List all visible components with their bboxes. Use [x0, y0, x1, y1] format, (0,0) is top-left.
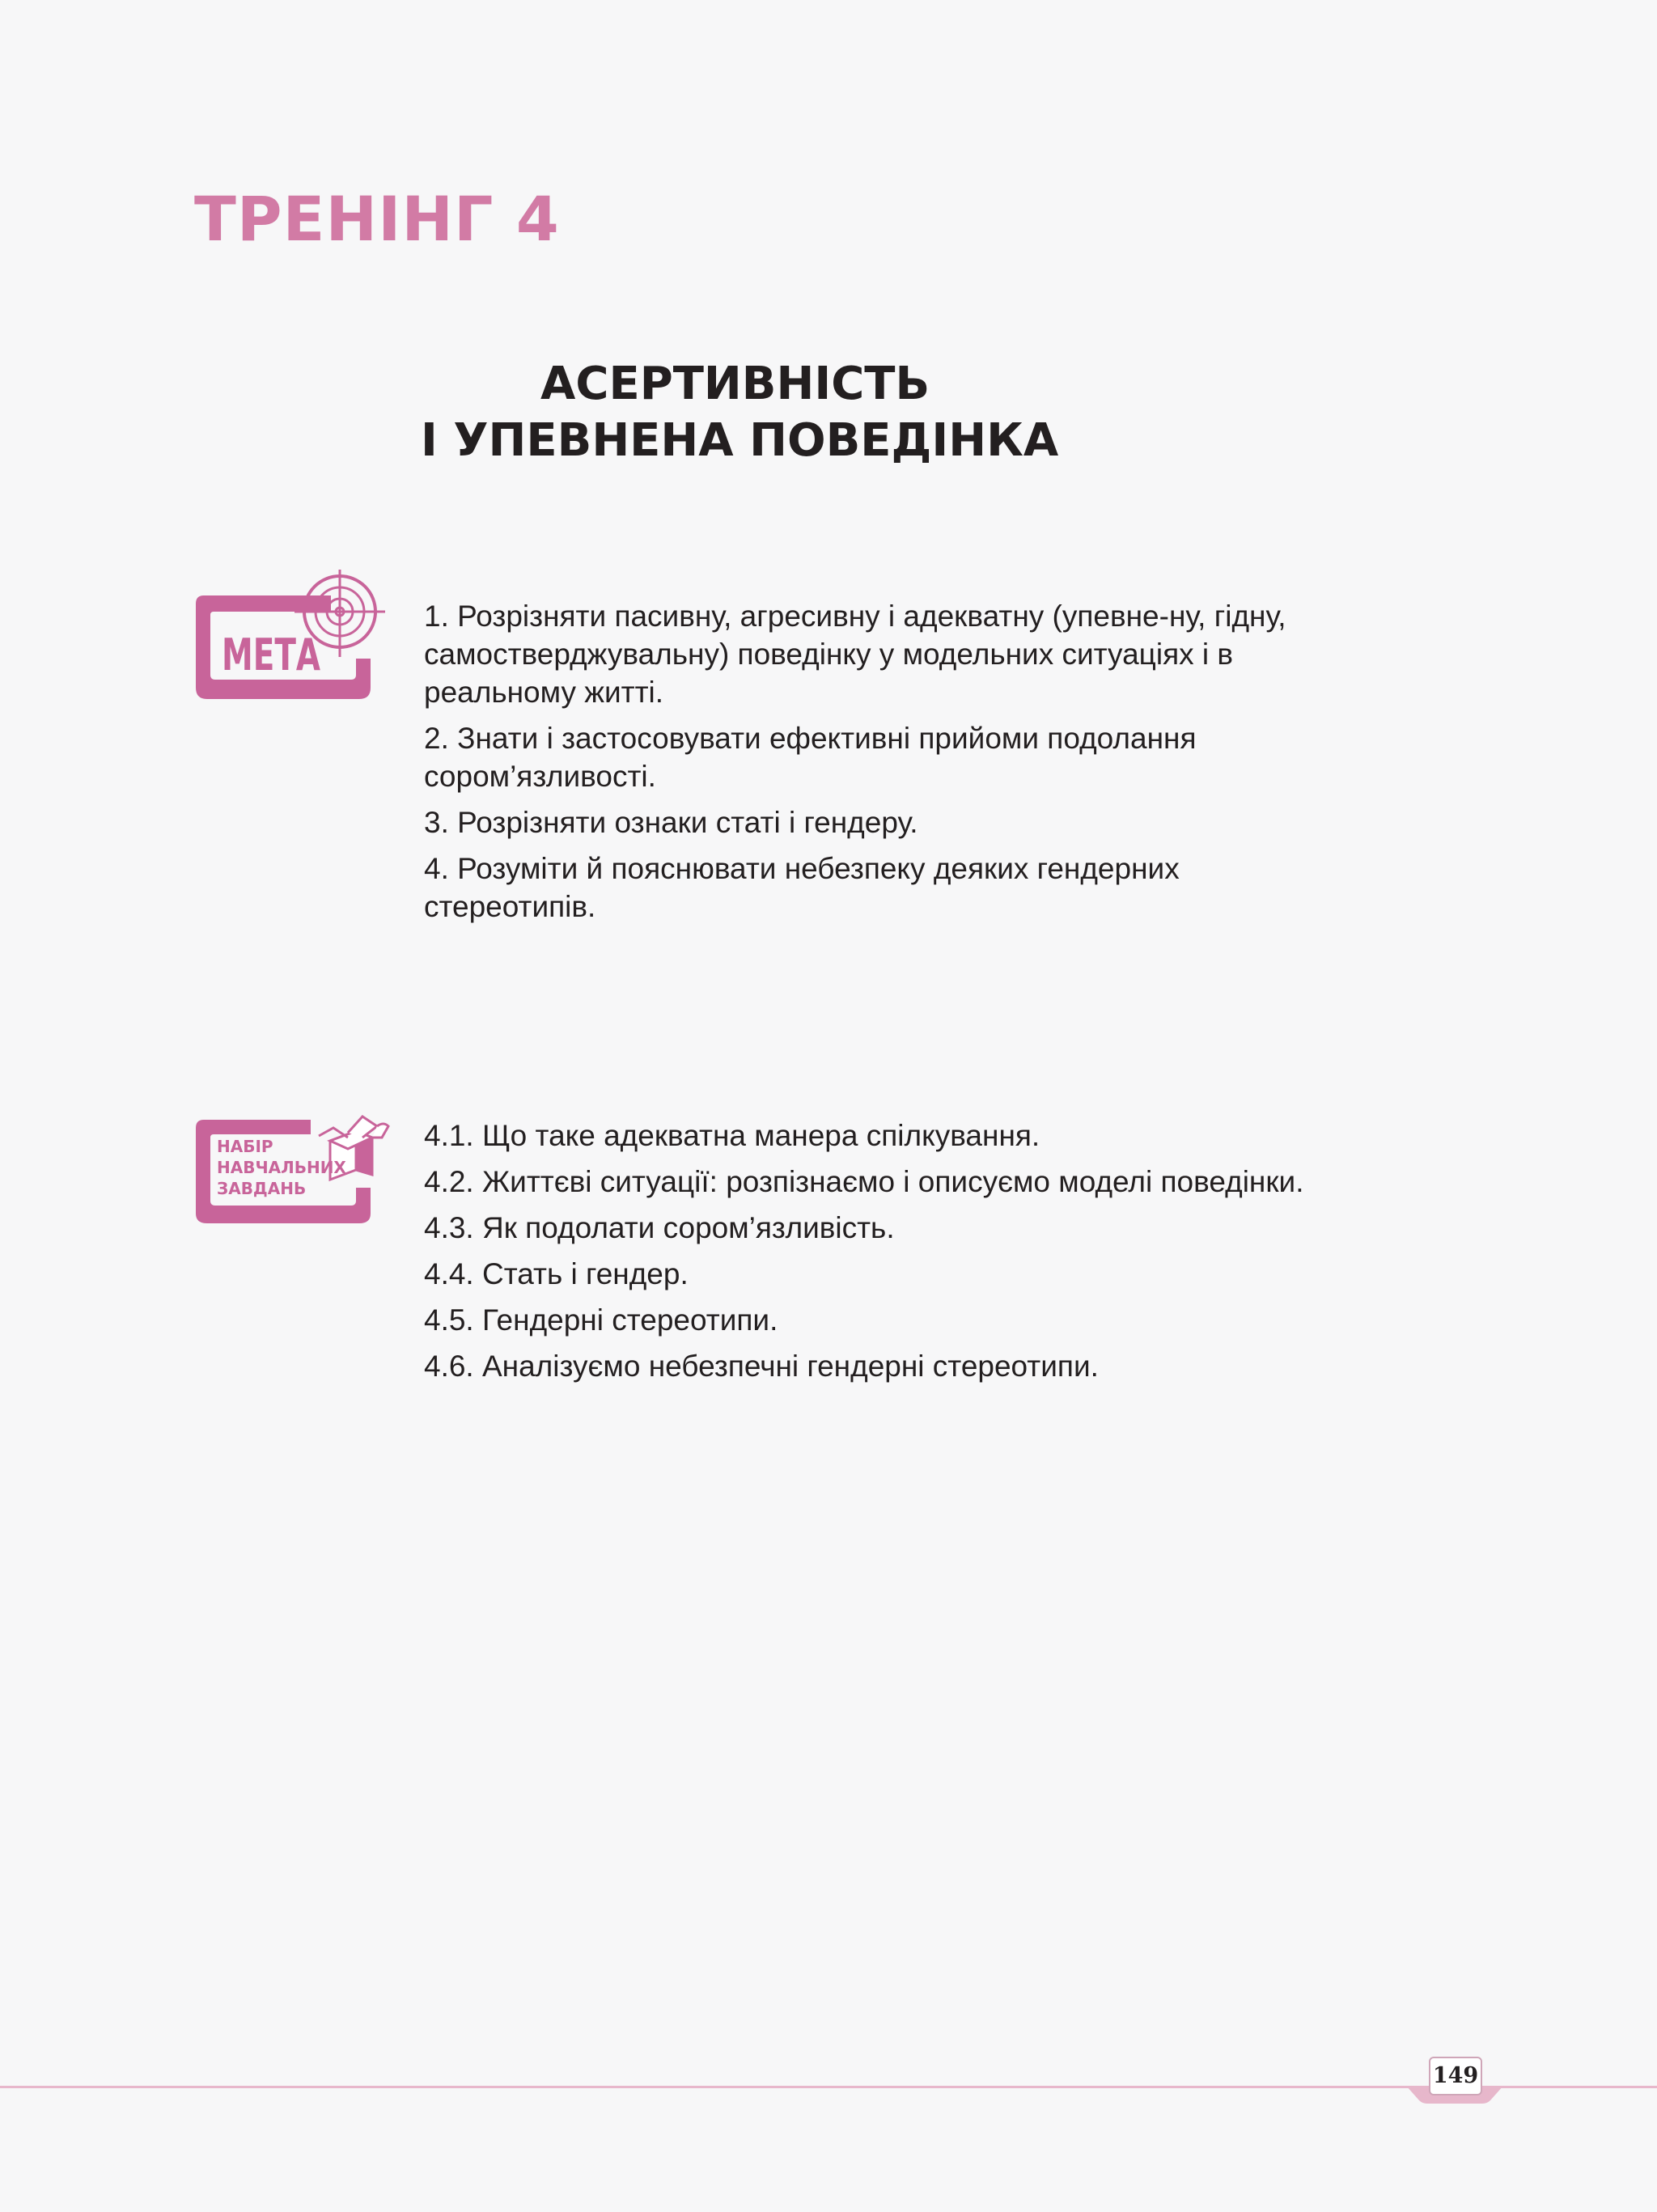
task-item-6: 4.6. Аналізуємо небезпечні гендерні стереотипи.: [424, 1350, 1099, 1383]
page-title-line-1: АСЕРТИВНІСТЬ: [540, 358, 930, 410]
goal-badge-label: МЕТА: [222, 629, 321, 680]
chapter-title: ТРЕНІНГ 4: [194, 183, 560, 255]
goal-item-2: 2. Знати і застосовувати ефективні прийоми подолання сором’язливості.: [424, 722, 1197, 793]
box-icon: [189, 1113, 392, 1227]
goal-item-3: 3. Розрізняти ознаки статі і гендеру.: [424, 806, 918, 839]
task-item-3: 4.3. Як подолати сором’язливість.: [424, 1211, 895, 1244]
tasks-badge-line-2: НАВЧАЛЬНИХ: [217, 1158, 346, 1177]
task-list: [424, 1117, 1330, 1393]
goal-item-4: 4. Розуміти й пояснювати небезпеку деяких гендерних стереотипів.: [424, 852, 1180, 923]
page-title-line-2: І УПЕВНЕНА ПОВЕДІНКА: [421, 414, 1059, 467]
tasks-badge-line-1: НАБІР: [217, 1137, 273, 1156]
task-item-5: 4.5. Гендерні стереотипи.: [424, 1303, 778, 1337]
task-item-4: 4.4. Стать і гендер.: [424, 1257, 689, 1290]
tasks-badge: [189, 1113, 392, 1227]
task-item-2: 4.2. Життєві ситуації: розпізнаємо і описуємо моделі поведінки.: [424, 1165, 1304, 1198]
goal-badge: [189, 570, 392, 707]
page-number: 149: [1429, 2057, 1482, 2095]
target-icon: [189, 570, 392, 707]
task-item-1: 4.1. Що таке адекватна манера спілкування.: [424, 1119, 1040, 1152]
goal-item-1: 1. Розрізняти пасивну, агресивну і адекватну (упевне-ну, гідну, самостверджувальну) поведінку у модельних ситуаціях і в реальному житті.: [424, 600, 1286, 709]
page-title: [421, 356, 1149, 469]
tasks-badge-line-3: ЗАВДАНЬ: [217, 1179, 307, 1198]
goal-list: [424, 597, 1330, 934]
